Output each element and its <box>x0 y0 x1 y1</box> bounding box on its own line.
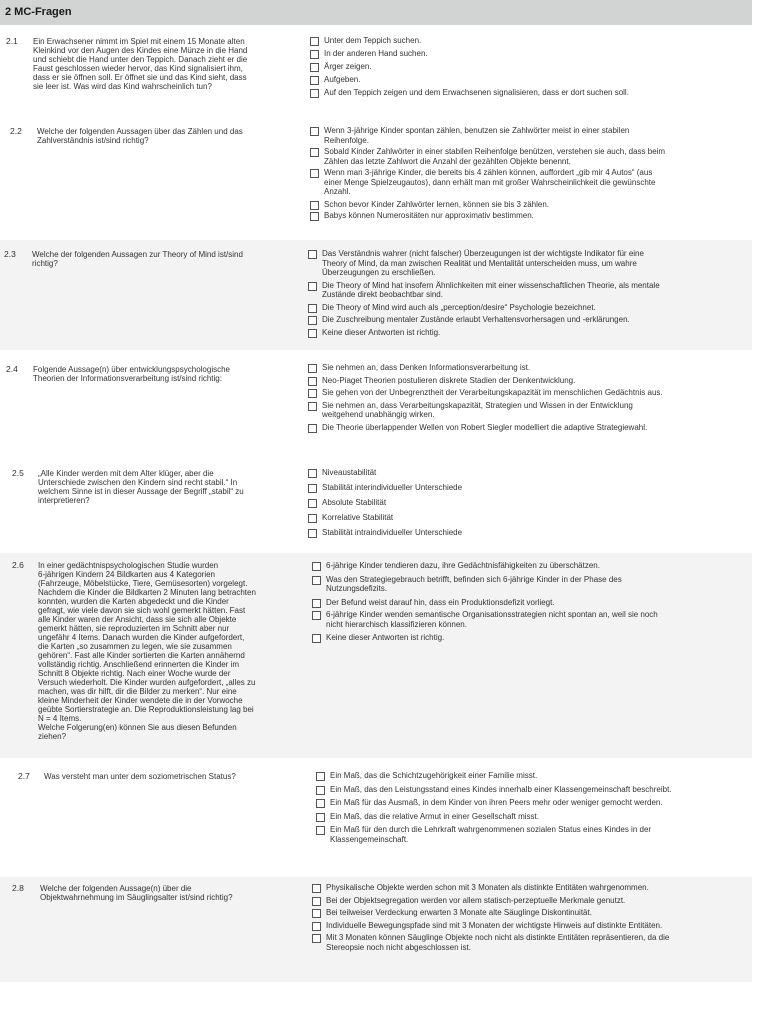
question-number: 2.4 <box>6 364 18 374</box>
option-label: Unter dem Teppich suchen. <box>324 36 422 45</box>
checkbox[interactable] <box>308 424 317 433</box>
answer-option[interactable] <box>312 610 744 629</box>
option-label: Stabilität interindividueller Unterschiede <box>322 483 463 492</box>
question-text: Welche der folgenden Aussagen zur Theory of Mind ist/sind richtig? <box>32 250 243 268</box>
option-label: Das Verständnis wahrer (nicht falscher) Überzeugungen ist der wichtigste Indikator für eine Theory of Mind, da man zwischen Realität und Mentalität unterscheiden muss, um wahre Überzeugungen zu erschließen. <box>322 249 644 277</box>
option-label: 6-jährige Kinder tendieren dazu, ihre Gedächtnisfähigkeiten zu überschätzen. <box>326 561 600 570</box>
question-number: 2.5 <box>12 468 24 478</box>
answer-option[interactable] <box>316 798 744 808</box>
question-2-3 <box>0 240 752 350</box>
option-label: Physikalische Objekte werden schon mit 3 Monaten als distinkte Entitäten wahrgenommen. <box>326 883 649 892</box>
checkbox[interactable] <box>310 50 319 59</box>
question-2-7 <box>0 764 752 874</box>
answer-option[interactable] <box>308 363 744 373</box>
option-label: Aufgeben. <box>324 75 361 84</box>
checkbox[interactable] <box>310 63 319 72</box>
checkbox[interactable] <box>310 169 319 178</box>
answer-option[interactable] <box>308 498 744 508</box>
checkbox[interactable] <box>308 316 317 325</box>
question-text: Was versteht man unter dem soziometrischen Status? <box>44 772 236 781</box>
checkbox[interactable] <box>308 514 317 523</box>
checkbox[interactable] <box>312 884 321 893</box>
option-label: Wenn man 3-jährige Kinder, die bereits bis 4 zählen können, auffordert „gib mir 4 Autos“ (aus einer Menge Spielzeugautos), dann erhält man mit großer Wahrscheinlichkeit die gewünschte Anzahl. <box>324 168 656 196</box>
checkbox[interactable] <box>308 364 317 373</box>
option-label: Sobald Kinder Zahlwörter in einer stabilen Reihenfolge benützen, verstehen sie auch, dass beim Zählen das letzte Zahlwort die Anzahl der gezählten Objekte benennt. <box>324 147 666 166</box>
question-number: 2.6 <box>12 560 24 570</box>
option-label: Sie gehen von der Unbegrenztheit der Verarbeitungskapazität im menschlichen Gedächtnis aus. <box>322 388 663 397</box>
checkbox[interactable] <box>308 304 317 313</box>
checkbox[interactable] <box>312 897 321 906</box>
option-label: Ärger zeigen. <box>324 62 372 71</box>
answer-options <box>310 36 744 98</box>
option-label: Die Theory of Mind hat insofern Ähnlichkeiten mit einer wissenschaftlichen Theorie, als mentale Zustände direkt beobachtbar sind. <box>322 280 660 299</box>
checkbox[interactable] <box>308 329 317 338</box>
answer-option[interactable] <box>308 528 744 538</box>
checkbox[interactable] <box>312 634 321 643</box>
answer-option[interactable] <box>312 633 744 643</box>
option-label: In der anderen Hand suchen. <box>324 49 428 58</box>
option-label: Die Theory of Mind wird auch als „perception/desire“ Psychologie bezeichnet. <box>322 302 596 312</box>
checkbox[interactable] <box>310 89 319 98</box>
checkbox[interactable] <box>308 250 317 259</box>
option-label: Mit 3 Monaten können Säuglinge Objekte noch nicht als distinkte Entitäten repräsentieren, da die Stereopsie noch nicht abgeschlossen ist. <box>326 933 670 952</box>
answer-option[interactable] <box>308 483 744 493</box>
checkbox[interactable] <box>312 909 321 918</box>
checkbox[interactable] <box>316 826 325 835</box>
option-label: Bei teilweiser Verdeckung erwarten 3 Monate alte Säuglinge Diskontinuität. <box>326 908 592 917</box>
question-text: Welche der folgenden Aussage(n) über die Objektwahrnehmung im Säuglingsalter ist/sind richtig? <box>40 884 233 902</box>
question-number: 2.2 <box>10 126 22 136</box>
option-label: Sie nehmen an, dass Denken Informationsverarbeitung ist. <box>322 363 531 372</box>
option-label: Niveaustabilität <box>322 468 377 477</box>
checkbox[interactable] <box>308 377 317 386</box>
answer-option[interactable] <box>310 49 744 59</box>
answer-options <box>308 249 744 337</box>
option-label: Ein Maß für den durch die Lehrkraft wahrgenommenen sozialen Status eines Kindes in der Klassengemeinschaft. <box>330 825 652 844</box>
answer-option[interactable] <box>308 388 744 398</box>
answer-option[interactable] <box>312 883 744 893</box>
option-label: Der Befund weist darauf hin, dass ein Produktionsdefizit vorliegt. <box>326 597 555 607</box>
question-text: Folgende Aussage(n) über entwicklungspsychologische Theorien der Informationsverarbeitung ist/sind richtig: <box>33 365 231 383</box>
option-label: Ein Maß, das den Leistungsstand eines Kindes innerhalb einer Klassengemeinschaft beschreibt. <box>330 784 672 794</box>
checkbox[interactable] <box>310 201 319 210</box>
checkbox[interactable] <box>310 148 319 157</box>
option-label: Keine dieser Antworten ist richtig. <box>326 633 445 642</box>
checkbox[interactable] <box>308 469 317 478</box>
option-label: Auf den Teppich zeigen und dem Erwachsenen signalisieren, dass er dort suchen soll. <box>324 88 629 97</box>
option-label: Neo-Piaget Theorien postulieren diskrete Stadien der Denkentwicklung. <box>322 375 576 385</box>
checkbox[interactable] <box>312 922 321 931</box>
option-label: Sie nehmen an, dass Verarbeitungskapazität, Strategien und Wissen in der Entwicklung weitgehend unabhängig wirken. <box>322 400 633 419</box>
question-text: „Alle Kinder werden mit dem Alter klüger, aber die Unterschiede zwischen den Kindern sind recht stabil.“ In welchem Sinne ist in dieser Aussage der Begriff „stabil“ zu interpretieren? <box>38 469 244 505</box>
answer-options <box>316 771 744 844</box>
question-2-2 <box>0 119 752 234</box>
answer-option[interactable] <box>312 575 744 594</box>
question-2-4 <box>0 358 752 450</box>
option-label: Keine dieser Antworten ist richtig. <box>322 327 441 337</box>
answer-option[interactable] <box>312 921 744 931</box>
option-label: Ein Maß, das die Schichtzugehörigkeit einer Familie misst. <box>330 771 538 780</box>
answer-option[interactable] <box>308 303 744 313</box>
answer-option[interactable] <box>308 423 744 433</box>
answer-option[interactable] <box>310 62 744 72</box>
option-label: Korrelative Stabilität <box>322 513 394 522</box>
checkbox[interactable] <box>310 76 319 85</box>
question-2-6 <box>0 553 752 758</box>
checkbox[interactable] <box>312 562 321 571</box>
question-2-5 <box>0 458 752 546</box>
option-label: Bei der Objektsegregation werden vor allem statisch-perzeptuelle Merkmale genutzt. <box>326 895 626 905</box>
answer-option[interactable] <box>310 36 744 46</box>
answer-options <box>308 468 744 538</box>
answer-option[interactable] <box>316 812 744 822</box>
checkbox[interactable] <box>308 402 317 411</box>
answer-option[interactable] <box>312 933 744 952</box>
checkbox[interactable] <box>310 37 319 46</box>
checkbox[interactable] <box>312 934 321 943</box>
option-label: Stabilität intraindividueller Unterschiede <box>322 528 463 537</box>
answer-option[interactable] <box>312 598 744 608</box>
question-text: Ein Erwachsener nimmt im Spiel mit einem 15 Monate alten Kleinkind vor den Augen des Kindes eine Münze in die Hand und schiebt die Hand unter den Teppich. Danach zieht er die Faust geschlossen wieder hervor, das Kind signalisiert ihm, dass er sie öffnen soll. Er öffnet sie und das Kind sieht, dass sie leer ist. Was wird das Kind wahrscheinlich tun? <box>33 37 248 91</box>
answer-option[interactable] <box>308 401 744 420</box>
question-number: 2.8 <box>12 883 24 893</box>
answer-option[interactable] <box>316 825 744 844</box>
option-label: Ein Maß für das Ausmaß, in dem Kinder von ihren Peers mehr oder weniger gemocht werden. <box>330 798 663 807</box>
answer-option[interactable] <box>310 126 744 145</box>
checkbox[interactable] <box>316 786 325 795</box>
option-label: 6-jährige Kinder wenden semantische Organisationsstrategien nicht spontan an, weil sie noch nicht hierarchisch klassifizieren können. <box>326 610 658 629</box>
answer-option[interactable] <box>310 211 744 221</box>
answer-option[interactable] <box>310 88 744 98</box>
answer-options <box>312 883 744 952</box>
question-2-1 <box>0 30 752 116</box>
answer-options <box>310 126 744 221</box>
option-label: Absolute Stabilität <box>322 498 387 507</box>
answer-option[interactable] <box>308 281 744 300</box>
answer-option[interactable] <box>308 249 744 278</box>
checkbox[interactable] <box>310 127 319 136</box>
answer-option[interactable] <box>310 147 744 166</box>
checkbox[interactable] <box>312 576 321 585</box>
answer-options <box>312 561 744 643</box>
checkbox[interactable] <box>312 611 321 620</box>
option-label: Was den Strategiegebrauch betrifft, befinden sich 6-jährige Kinder in der Phase des Nutzungsdefizits. <box>326 574 622 593</box>
checkbox[interactable] <box>312 599 321 608</box>
answer-option[interactable] <box>312 896 744 906</box>
option-label: Ein Maß, das die relative Armut in einer Gesellschaft misst. <box>330 811 539 821</box>
answer-option[interactable] <box>310 75 744 85</box>
option-label: Schon bevor Kinder Zahlwörter lernen, können sie bis 3 zählen. <box>324 199 550 209</box>
question-text: Welche der folgenden Aussagen über das Zählen und das Zahlverständnis ist/sind richtig? <box>37 127 243 145</box>
checkbox[interactable] <box>316 813 325 822</box>
question-text: In einer gedächtnispsychologischen Studie wurden 6-jährigen Kindern 24 Bildkarten aus 4 Kategorien (Fahrzeuge, Möbelstücke, Tiere, Gemüsesorten) vorgelegt. Nachdem die Kinder die Bildkarten 2 Minuten lang betrachten konnten, wurden die Karten abgedeckt und die Kinder gefragt, wie viele davon sie sich wohl gemerkt hätten. Fast alle Kinder waren der Ansicht, dass sie sich alle Objekte gemerkt hätten, sie reproduzierten im Schnitt aber nur ungefähr 4 Items. Danach wurden die Kinder aufgefordert, die Karten „so zusammen zu legen, wie sie zusammen gehören“. Fast alle Kinder sortierten die Karten annähernd vollständig richtig. Anschließend erinnerten die Kinder im Schnitt 8 Objekte richtig. Nach einer Woche wurde der Versuch wiederholt. Die Kinder wurden aufgefordert, „alles zu machen, was dir hilft, dir die Bilder zu merken“. Nur eine kleine Minderheit der Kinder wendete die in der Vorwoche geübte Sortierstrategie an. Die Reproduktionsleistung lag bei N = 4 Items. Welche Folgerung(en) können Sie aus diesen Befunden ziehen? <box>38 561 256 741</box>
checkbox[interactable] <box>308 499 317 508</box>
answer-option[interactable] <box>308 315 744 325</box>
option-label: Individuelle Bewegungspfade sind mit 3 Monaten der wichtigste Hinweis auf distinkte Entitäten. <box>326 920 663 930</box>
question-number: 2.1 <box>6 36 18 46</box>
answer-option[interactable] <box>312 561 744 571</box>
answer-option[interactable] <box>316 771 744 781</box>
answer-option[interactable] <box>308 376 744 386</box>
answer-option[interactable] <box>312 908 744 918</box>
section-title: 2 MC-Fragen <box>0 0 752 25</box>
checkbox[interactable] <box>310 212 319 221</box>
answer-option[interactable] <box>308 328 744 338</box>
checkbox[interactable] <box>308 484 317 493</box>
answer-option[interactable] <box>316 785 744 795</box>
option-label: Die Theorie überlappender Wellen von Robert Siegler modelliert die adaptive Strategiewahl. <box>322 422 648 432</box>
answer-option[interactable] <box>308 513 744 523</box>
checkbox[interactable] <box>308 282 317 291</box>
option-label: Wenn 3-jährige Kinder spontan zählen, benutzen sie Zahlwörter meist in einer stabilen Reihenfolge. <box>324 126 630 145</box>
option-label: Babys können Numerositäten nur approximativ bestimmen. <box>324 211 534 220</box>
checkbox[interactable] <box>308 389 317 398</box>
question-number: 2.3 <box>4 249 16 259</box>
checkbox[interactable] <box>308 529 317 538</box>
answer-option[interactable] <box>308 468 744 478</box>
option-label: Die Zuschreibung mentaler Zustände erlaubt Verhaltensvorhersagen und -erklärungen. <box>322 315 630 324</box>
question-number: 2.7 <box>18 771 30 781</box>
answer-option[interactable] <box>310 168 744 197</box>
answer-options <box>308 363 744 432</box>
answer-option[interactable] <box>310 200 744 210</box>
checkbox[interactable] <box>316 799 325 808</box>
checkbox[interactable] <box>316 772 325 781</box>
question-2-8 <box>0 877 752 982</box>
